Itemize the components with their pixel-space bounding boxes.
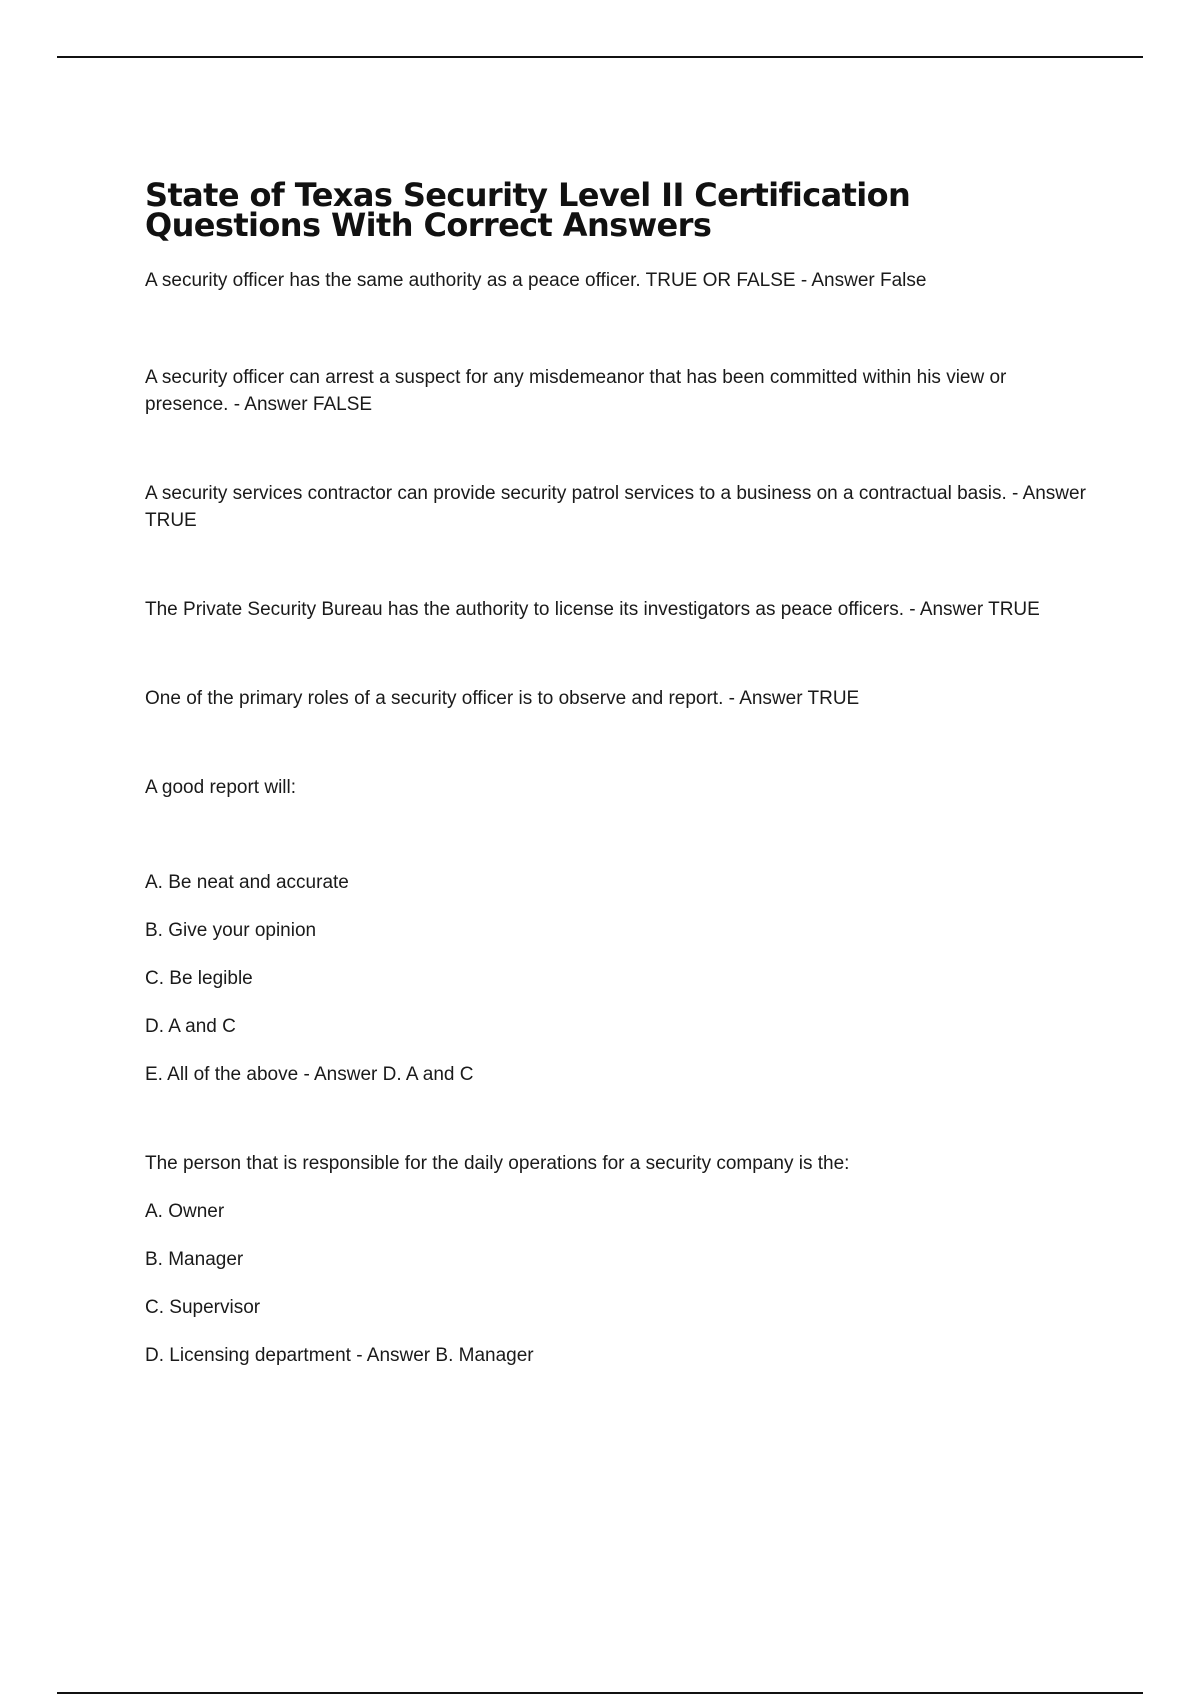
qa-item: A security officer can arrest a suspect for any misdemeanor that has been committed within his view or presence. - Answer FALSE — [145, 367, 1007, 415]
document-title: State of Texas Security Level II Certification Questions With Correct Answers — [145, 176, 911, 244]
option-item: B. Manager — [145, 1249, 244, 1270]
question-report: A good report will: — [145, 777, 297, 798]
question-daily-operations: The person that is responsible for the daily operations for a security company is the: — [145, 1153, 850, 1174]
qa-item: A security officer has the same authority as a peace officer. TRUE OR FALSE - Answer False — [145, 270, 927, 291]
options-report — [145, 869, 1095, 1088]
option-item: C. Be legible — [145, 968, 253, 989]
bottom-rule — [57, 1692, 1143, 1694]
option-item: A. Be neat and accurate — [145, 872, 349, 893]
option-item: A. Owner — [145, 1201, 225, 1222]
qa-item: The Private Security Bureau has the authority to license its investigators as peace officers. - Answer TRUE — [145, 599, 1040, 620]
options-daily-operations — [145, 1198, 1095, 1369]
qa-item: A security services contractor can provide security patrol services to a business on a contractual basis. - Answer TRUE — [145, 483, 1086, 531]
option-item: B. Give your opinion — [145, 920, 317, 941]
option-item: E. All of the above - Answer D. A and C — [145, 1064, 474, 1085]
option-item: D. Licensing department - Answer B. Manager — [145, 1345, 534, 1366]
option-item: C. Supervisor — [145, 1297, 261, 1318]
qa-item: One of the primary roles of a security officer is to observe and report. - Answer TRUE — [145, 688, 860, 709]
document-body — [145, 176, 1095, 1369]
option-item: D. A and C — [145, 1016, 236, 1037]
top-rule — [57, 56, 1143, 58]
